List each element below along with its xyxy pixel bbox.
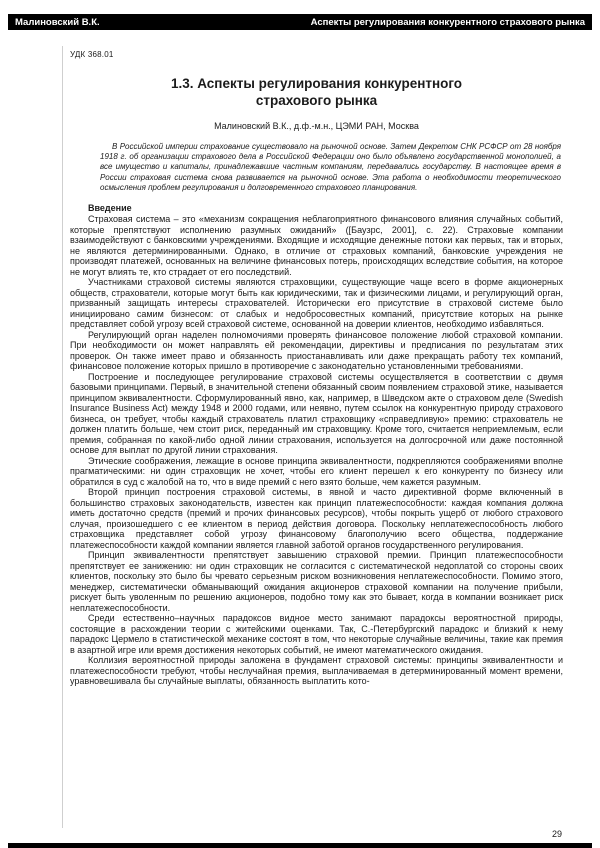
author-byline: Малиновский В.К., д.ф.-м.н., ЦЭМИ РАН, Москва (214, 121, 419, 131)
abstract-text: В Российской империи страхование существовало на рыночной основе. Затем Декретом СНК РСФСР от 28 ноября 1918 г. об организации страхового дела в Российской Федерации оно было объявлено государственной монополией, а все имущество и капиталы, принадлежавшие частным компаниям, передавались государству. В настоящее время в России страховая система снова развивается на рыночной основе. Эта работа о необходимости теоретического осмысления проблем регулирования и долговременного страхового планирования. (100, 142, 561, 192)
section-title-line1: 1.3. Аспекты регулирования конкурентного (170, 76, 463, 91)
page-content (70, 50, 563, 687)
running-header (8, 14, 592, 30)
body-paragraph-9: Коллизия вероятностной природы заложена в фундамент страховой системы: принципы эквивалентности и платежеспособности требуют, чтобы неслучайная премия, выплачиваемая в детерминированный момент времени, уравновешивала бы случайные выплаты, обязанность выплатить кото- (70, 655, 563, 687)
running-header-author: Малиновский В.К. (15, 16, 100, 28)
udk-code: УДК 368.01 (70, 50, 114, 59)
body-paragraph-2: Участниками страховой системы являются страховщики, существующие чаще всего в форме акционерных обществ, страхователи, которые могут быть как юридическими, так и физическими лицами, и регулирующий орган, призванный защищать интересы страхователей. Исторически его присутствие в страховой системе было инициировано самим бизнесом: от слабых и недобросовестных компаний, присутствие которых на рынке представляет собой угрозу всей страховой системе, основанной на доверии клиентов, необходимо избавляться. (70, 277, 563, 330)
footer-bar (8, 843, 592, 848)
body-paragraph-4: Построение и последующее регулирование страховой системы осуществляется в соответствии с двумя базовыми принципами. Первый, в значительной степени обязанный своим появлением страховой этике, называется принципом эквивалентности. Сформулированный явно, как, например, в Шведском акте о страховом деле (Swedish Insurance Business Act) между 1948 и 2000 годами, или неявно, путем ссылок на конкурентную природу страхового бизнеса, он требует, чтобы каждый страхователь платил страховщику «справедливую» премию: страхователь не должен платить больше, чем стоит риск, переданный им страховщику. Кроме того, считается неприемлемым, если премия, собранная по какой-либо одной линии страхования, используется на долгосрочной или даже постоянной основе для выплат по другой линии страхования. (70, 371, 563, 456)
left-margin-rule (62, 46, 63, 828)
body-paragraph-3: Регулирующий орган наделен полномочиями проверять финансовое положение любой страховой компании. При необходимости он может направлять ей рекомендации, директивы и предписания по результатам этих проверок. Он также имеет право и обязанность приостанавливать или даже прекращать работу тех компаний, финансовое положение которых пришло в противоречие с законодательно установленными требованиями. (70, 329, 563, 372)
body-paragraph-6: Второй принцип построения страховой системы, в явной и часто директивной форме включенный в большинство страховых законодательств, известен как принцип платежеспособности: каждая компания должна иметь достаточно средств (премий и прочих финансовых ресурсов), чтобы покрыть ущерб от любого страхового случая, произошедшего с ее клиентом в период действия договора. Поскольку неплатежеспособность любого страховщика представляет собой угрозу финансовому благополучию всего общества, поддержание платежеспособности каждой компании является главной заботой органов государственного регулирования. (70, 487, 563, 550)
running-header-title: Аспекты регулирования конкурентного страхового рынка (310, 16, 585, 28)
body-paragraph-5: Этические соображения, лежащие в основе принципа эквивалентности, подкрепляются соображениями вполне прагматическими: ни один страховщик не хочет, чтобы его клиент перешел к его конкуренту по бизнесу или обратился в суд с жалобой на то, что в виде премий с него взято больше, чем кажется разумным. (70, 455, 563, 487)
introduction-heading: Введение (88, 203, 132, 214)
body-paragraph-7: Принцип эквивалентности препятствует завышению страховой премии. Принцип платежеспособности препятствует ее занижению: ни один страховщик не согласится с систематической недоплатой со стороны своих клиентов, поскольку это было бы чревато серьезным риском возникновения неплатежеспособности. Помимо этого, менеджер, систематически обманывающий ожидания акционеров страховой компании на получение прибыли, рискует быть уволенным по решению акционеров, подобно тому как это бывает, когда в компании возникает риск неплатежеспособности. (70, 550, 563, 613)
body-paragraph-1: Страховая система – это «механизм сокращения неблагоприятного финансового влияния случайных событий, которые препятствуют исполнению разумных ожиданий» ([Баузрс, 2001], с. 22). Страховые компании взаимодействуют с банковскими учреждениями. Входящие и исходящие денежные потоки как первых, так и вторых, не являются детерминированными. Однако, в отличие от страховых компаний, банковские учреждения не производят платежей, основанных на величине финансовых потерь, происходящих вследствие события, на которое не могут влиять те, кто страдает от его последствий. (70, 214, 563, 277)
page-number: 29 (551, 829, 562, 839)
body-paragraph-8: Среди естественно–научных парадоксов видное место занимают парадоксы вероятностной природы, состоящие в расхождении теории с житейскими оценками. Так, С.-Петербургский парадокс и близкий к нему парадокс Цермело в статистической механике состоят в том, что некоторые случайные величины, такие как премия в азартной игре или время достижения некоторых событий, не имеют математического ожидания. (70, 613, 563, 655)
section-title-line2: страхового рынка (255, 93, 378, 108)
section-title (70, 75, 563, 109)
